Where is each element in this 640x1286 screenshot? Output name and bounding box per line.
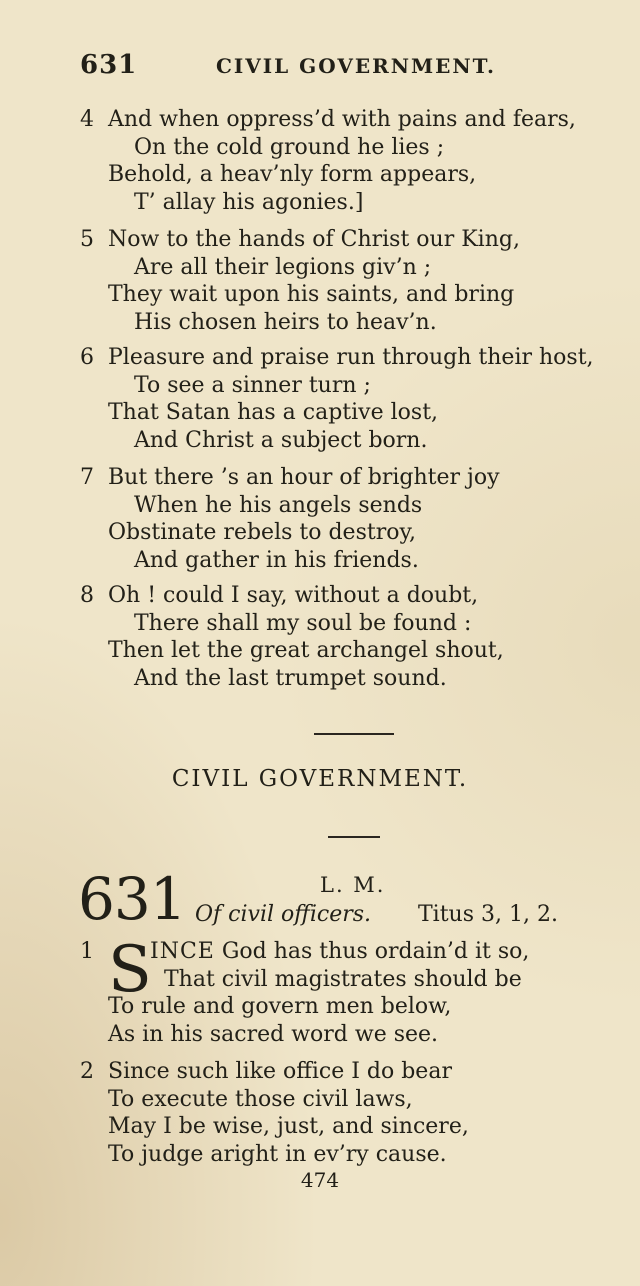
first-word-caps: INCE bbox=[150, 939, 215, 964]
stanza-number: 4 bbox=[80, 107, 94, 132]
section-rule-bottom bbox=[328, 836, 380, 838]
stanza-number: 8 bbox=[80, 583, 94, 608]
verse-line: Are all their legions giv’n ; bbox=[134, 254, 432, 280]
running-title: CIVIL GOVERNMENT. bbox=[216, 54, 496, 78]
page-number-bottom: 474 bbox=[300, 1168, 340, 1192]
hymn-scripture: Titus 3, 1, 2. bbox=[418, 902, 558, 927]
verse-line: Obstinate rebels to destroy, bbox=[108, 520, 416, 545]
verse-line: Then let the great archangel shout, bbox=[108, 638, 504, 663]
verse-line: And the last trumpet sound. bbox=[134, 665, 447, 691]
stanza-7 bbox=[80, 464, 620, 574]
stanza-number: 2 bbox=[80, 1059, 94, 1084]
verse-line: To execute those civil laws, bbox=[108, 1086, 413, 1112]
verse-line: And gather in his friends. bbox=[134, 547, 419, 573]
verse-line: Pleasure and praise run through their host, bbox=[108, 345, 594, 370]
verse-line: And when oppress’d with pains and fears, bbox=[108, 107, 576, 132]
verse-line: His chosen heirs to heav’n. bbox=[134, 309, 437, 335]
hymn-stanza-2 bbox=[80, 1058, 620, 1168]
stanza-number: 6 bbox=[80, 345, 94, 370]
verse-line: There shall my soul be found : bbox=[134, 610, 472, 636]
drop-cap: S bbox=[108, 933, 152, 1007]
verse-line: Since such like office I do bear bbox=[108, 1059, 452, 1084]
verse-line: To rule and govern men below, bbox=[108, 994, 452, 1019]
verse-line: But there ’s an hour of brighter joy bbox=[108, 465, 500, 490]
page-number-top: 631 bbox=[80, 50, 138, 80]
verse-line: To see a sinner turn ; bbox=[134, 372, 371, 398]
verse-line: When he his angels sends bbox=[134, 492, 423, 518]
stanza-6 bbox=[80, 344, 620, 454]
verse-line: That civil magistrates should be bbox=[164, 966, 522, 992]
stanza-4 bbox=[80, 106, 620, 216]
verse-line: That Satan has a captive lost, bbox=[108, 400, 439, 425]
section-rule-top bbox=[314, 733, 394, 735]
stanza-number: 5 bbox=[80, 227, 94, 252]
running-head bbox=[80, 50, 600, 82]
verse-line: Now to the hands of Christ our King, bbox=[108, 227, 520, 252]
stanza-5 bbox=[80, 226, 620, 336]
verse-line: And Christ a subject born. bbox=[134, 427, 428, 453]
stanza-number: 1 bbox=[80, 939, 94, 964]
verse-line: Oh ! could I say, without a doubt, bbox=[108, 583, 479, 608]
hymn-stanza-1 bbox=[80, 933, 620, 1048]
stanza-8 bbox=[80, 582, 620, 692]
hymn-number: 631 bbox=[78, 865, 186, 933]
section-title: CIVIL GOVERNMENT. bbox=[171, 766, 469, 792]
verse-line: On the cold ground he lies ; bbox=[134, 134, 445, 160]
hymn-meter: L. M. bbox=[320, 873, 386, 897]
hymn-subject: Of civil officers. bbox=[195, 902, 372, 927]
verse-line: Behold, a heav’nly form appears, bbox=[108, 162, 477, 187]
verse-line: May I be wise, just, and sincere, bbox=[108, 1114, 469, 1139]
verse-line: To judge aright in ev’ry cause. bbox=[108, 1141, 447, 1167]
stanza-number: 7 bbox=[80, 465, 94, 490]
verse-line: God has thus ordain’d it so, bbox=[214, 939, 530, 964]
verse-line: As in his sacred word we see. bbox=[108, 1021, 439, 1047]
verse-line: T’ allay his agonies.] bbox=[134, 189, 364, 215]
verse-line: They wait upon his saints, and bring bbox=[108, 282, 515, 307]
